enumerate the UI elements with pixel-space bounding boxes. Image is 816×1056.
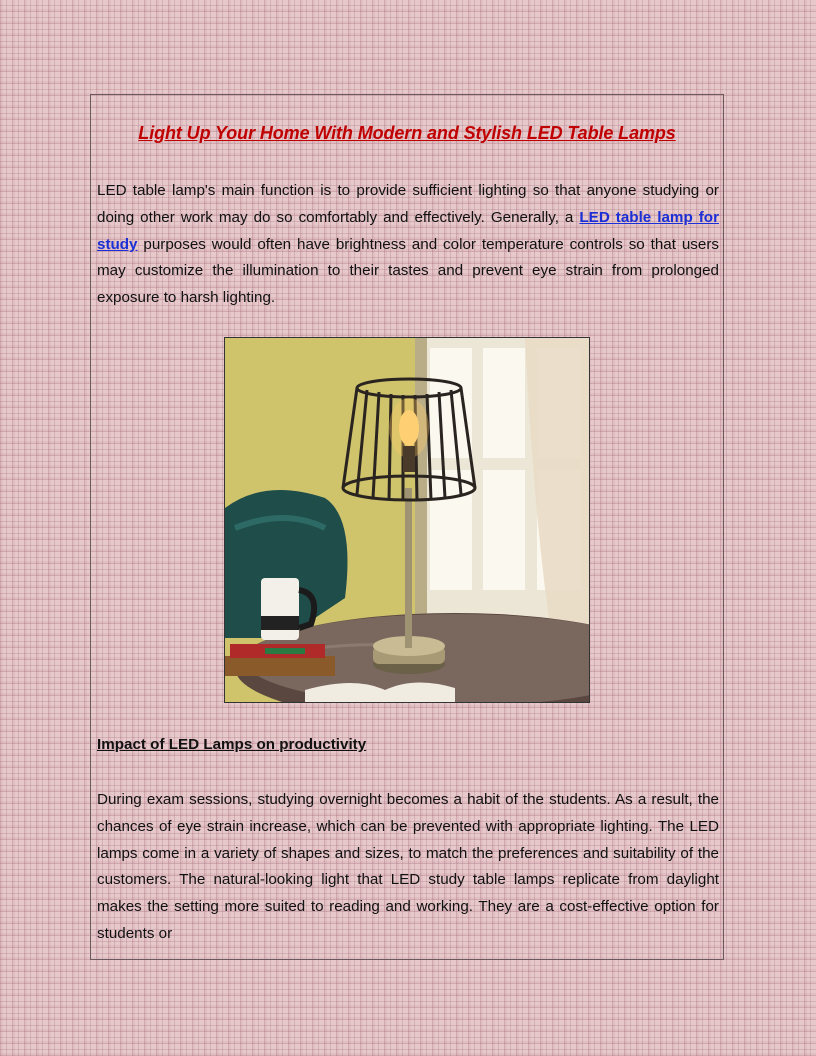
section-heading: Impact of LED Lamps on productivity — [97, 736, 367, 753]
page-frame — [90, 94, 724, 960]
page-title: Light Up Your Home With Modern and Stylish LED Table Lamps — [138, 123, 676, 143]
lamp-photo-illustration — [225, 338, 589, 702]
section-paragraph: During exam sessions, studying overnight becomes a habit of the students. As a result, the chances of eye strain increase, which can be prevented with appropriate lighting. The LED lamps come in a variety of shapes and sizes, to match the preferences and suitability of the customers. The natural-looking light that LED study table lamps replicate from daylight makes the setting more suited to reading and working. They are a cost-effective option for students or — [97, 791, 719, 942]
lamp-photo — [224, 337, 590, 703]
intro-text-before-link: LED table lamp's main function is to provide sufficient lighting so that anyone studying or doing other work may do so comfortably and effectively. Generally, a — [97, 182, 719, 226]
intro-text-after-link: purposes would often have brightness and color temperature controls so that users may customize the illumination to their tastes and prevent eye strain from prolonged exposure to harsh lighting. — [97, 235, 719, 307]
intro-paragraph — [97, 178, 719, 312]
led-table-lamp-link[interactable]: LED table lamp for study — [97, 208, 719, 253]
